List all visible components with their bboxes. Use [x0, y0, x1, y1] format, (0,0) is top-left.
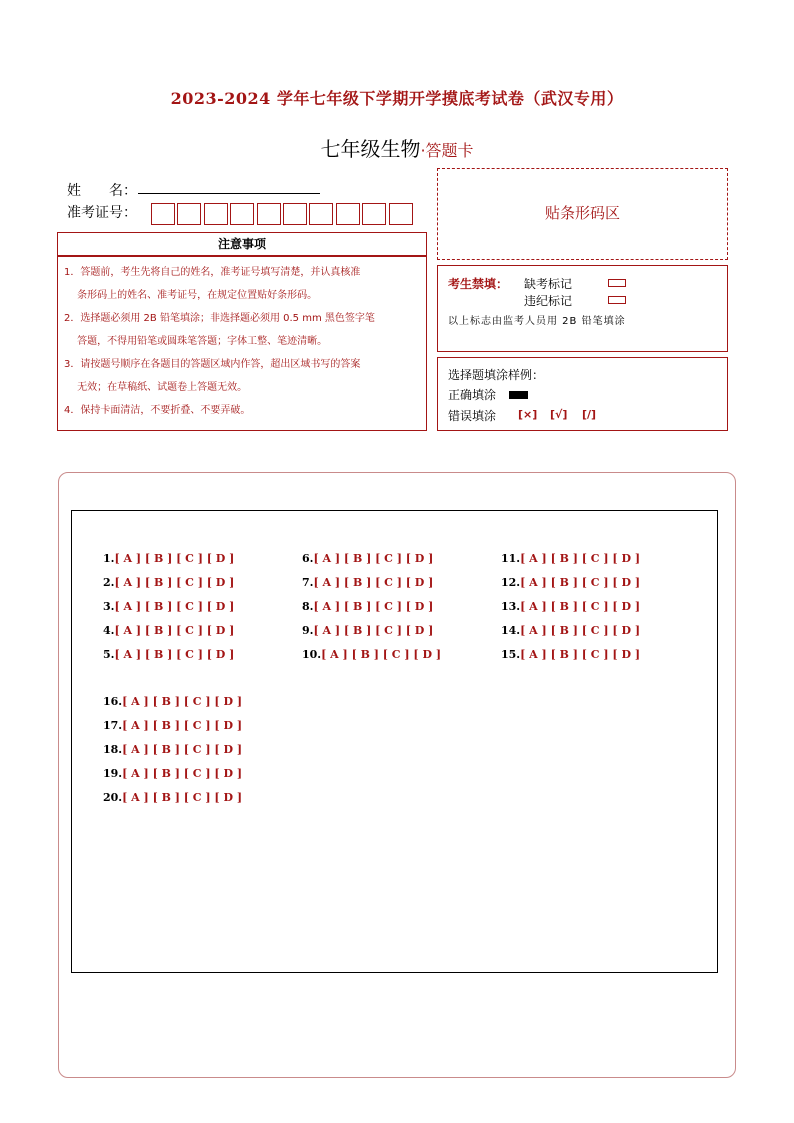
answer-options[interactable]: [ A ] [ B ] [ C ] [ D ] [114, 552, 235, 565]
name-field[interactable] [138, 193, 320, 194]
answer-options[interactable]: [ A ] [ B ] [ C ] [ D ] [321, 648, 442, 661]
answer-options[interactable]: [ A ] [ B ] [ C ] [ D ] [313, 624, 434, 637]
id-digit-box[interactable] [336, 203, 360, 225]
id-digit-box[interactable] [309, 203, 333, 225]
notice-line: 3．请按题号顺序在各题目的答题区域内作答，超出区域书写的答案 [64, 359, 361, 370]
notice-line: 2．选择题必须用 2B 铅笔填涂；非选择题必须用 0.5 mm 黑色签字笔 [64, 313, 375, 324]
id-digit-box[interactable] [230, 203, 254, 225]
question-item[interactable] [501, 624, 640, 637]
name-label: 姓 名： [67, 183, 137, 199]
id-digit-box[interactable] [257, 203, 281, 225]
question-number: 15. [501, 648, 521, 661]
notice-line: 1．答题前，考生先将自己的姓名，准考证号填写清楚，并认真核准 [64, 267, 361, 278]
answer-options[interactable]: [ A ] [ B ] [ C ] [ D ] [520, 648, 641, 661]
question-item[interactable] [103, 791, 242, 804]
question-number: 1. [103, 552, 115, 565]
question-item[interactable] [103, 648, 234, 661]
question-number: 19. [103, 767, 123, 780]
question-item[interactable] [103, 576, 234, 589]
question-number: 17. [103, 719, 123, 732]
question-item[interactable] [103, 600, 234, 613]
notice-line: 条形码上的姓名、准考证号，在规定位置贴好条形码。 [64, 290, 318, 301]
question-item[interactable] [103, 695, 242, 708]
question-item[interactable] [103, 624, 234, 637]
question-number: 10. [302, 648, 322, 661]
question-number: 2. [103, 576, 115, 589]
answer-options[interactable]: [ A ] [ B ] [ C ] [ D ] [122, 791, 243, 804]
id-digit-box[interactable] [151, 203, 175, 225]
barcode-area: 贴条形码区 [437, 168, 728, 260]
question-item[interactable] [103, 719, 242, 732]
question-item[interactable] [302, 576, 433, 589]
answer-options[interactable]: [ A ] [ B ] [ C ] [ D ] [122, 719, 243, 732]
violation-mark-label: 违纪标记 [524, 294, 573, 308]
question-number: 14. [501, 624, 521, 637]
answer-options[interactable]: [ A ] [ B ] [ C ] [ D ] [114, 648, 235, 661]
question-item[interactable] [103, 767, 242, 780]
wrong-fill-label: 错误填涂 [448, 409, 497, 423]
correct-fill-mark [509, 391, 528, 399]
question-number: 8. [302, 600, 314, 613]
answer-options[interactable]: [ A ] [ B ] [ C ] [ D ] [122, 767, 243, 780]
id-digit-box[interactable] [177, 203, 201, 225]
notice-heading: 注意事项 [57, 232, 427, 256]
question-number: 13. [501, 600, 521, 613]
answer-options[interactable]: [ A ] [ B ] [ C ] [ D ] [520, 576, 641, 589]
answer-options[interactable]: [ A ] [ B ] [ C ] [ D ] [520, 552, 641, 565]
question-item[interactable] [302, 648, 441, 661]
question-number: 16. [103, 695, 123, 708]
question-number: 5. [103, 648, 115, 661]
answer-options[interactable]: [ A ] [ B ] [ C ] [ D ] [114, 624, 235, 637]
question-number: 9. [302, 624, 314, 637]
question-item[interactable] [501, 576, 640, 589]
absent-mark-label: 缺考标记 [524, 277, 573, 291]
question-number: 18. [103, 743, 123, 756]
question-item[interactable] [302, 552, 433, 565]
wrong-fill-example: [/] [582, 408, 597, 421]
answer-options[interactable]: [ A ] [ B ] [ C ] [ D ] [313, 552, 434, 565]
answer-options[interactable]: [ A ] [ B ] [ C ] [ D ] [114, 600, 235, 613]
notice-line: 无效；在草稿纸、试题卷上答题无效。 [64, 382, 248, 393]
fill-sample-title: 选择题填涂样例： [448, 368, 545, 382]
question-item[interactable] [501, 552, 640, 565]
violation-mark-box[interactable] [608, 296, 626, 304]
absent-mark-box[interactable] [608, 279, 626, 287]
subject-name: 七年级生物 [320, 137, 421, 161]
id-digit-box[interactable] [362, 203, 386, 225]
question-number: 11. [501, 552, 521, 565]
correct-fill-label: 正确填涂 [448, 388, 497, 402]
question-number: 12. [501, 576, 521, 589]
answer-options[interactable]: [ A ] [ B ] [ C ] [ D ] [520, 600, 641, 613]
wrong-fill-example: [√] [550, 408, 568, 421]
forbidden-note: 以上标志由监考人员用 2B 铅笔填涂 [448, 316, 626, 327]
question-item[interactable] [501, 648, 640, 661]
question-number: 3. [103, 600, 115, 613]
question-item[interactable] [501, 600, 640, 613]
question-item[interactable] [302, 600, 433, 613]
question-item[interactable] [302, 624, 433, 637]
id-digit-box[interactable] [283, 203, 307, 225]
answer-options[interactable]: [ A ] [ B ] [ C ] [ D ] [122, 695, 243, 708]
subject-title [0, 133, 794, 162]
exam-title: 2023-2024 学年七年级下学期开学摸底考试卷（武汉专用） [170, 89, 624, 108]
notice-line: 4．保持卡面清洁，不要折叠、不要弄破。 [64, 405, 251, 416]
question-item[interactable] [103, 552, 234, 565]
question-number: 4. [103, 624, 115, 637]
question-number: 20. [103, 791, 123, 804]
answer-options[interactable]: [ A ] [ B ] [ C ] [ D ] [114, 576, 235, 589]
fill-sample-panel [437, 357, 728, 431]
question-number: 7. [302, 576, 314, 589]
id-digit-box[interactable] [204, 203, 228, 225]
id-digit-box[interactable] [389, 203, 413, 225]
forbidden-label: 考生禁填： [448, 277, 509, 291]
id-label: 准考证号： [67, 205, 137, 221]
notice-body [57, 256, 427, 431]
answer-options[interactable]: [ A ] [ B ] [ C ] [ D ] [313, 600, 434, 613]
question-number: 6. [302, 552, 314, 565]
notice-line: 答题，不得用铅笔或圆珠笔答题；字体工整、笔迹清晰。 [64, 336, 328, 347]
answer-card-suffix: ·答题卡 [420, 141, 474, 160]
answer-options[interactable]: [ A ] [ B ] [ C ] [ D ] [520, 624, 641, 637]
answer-options[interactable]: [ A ] [ B ] [ C ] [ D ] [122, 743, 243, 756]
forbidden-fill-panel [437, 265, 728, 352]
answer-options[interactable]: [ A ] [ B ] [ C ] [ D ] [313, 576, 434, 589]
question-item[interactable] [103, 743, 242, 756]
wrong-fill-example: [×] [518, 408, 538, 421]
